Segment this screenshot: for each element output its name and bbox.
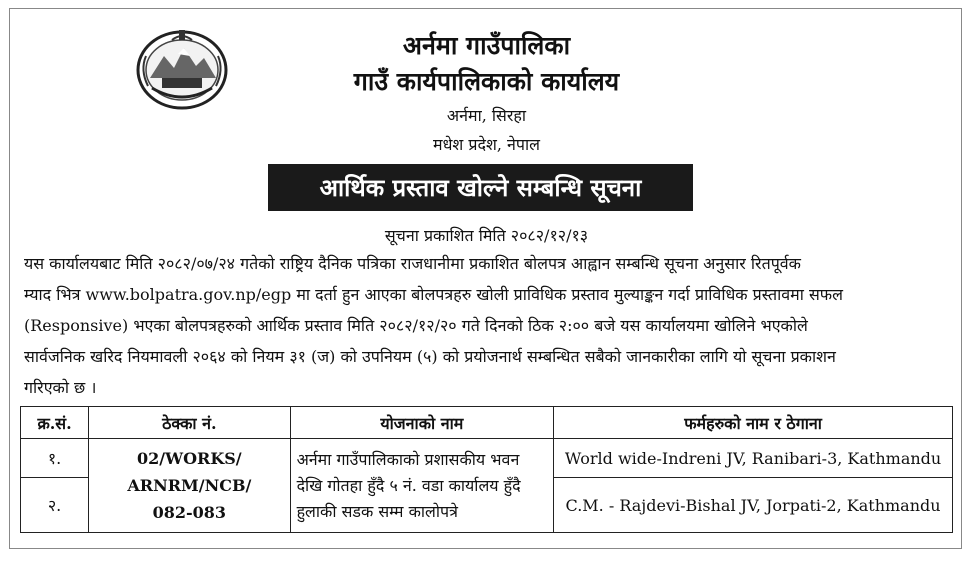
project-cell [290,439,554,533]
notice-body-line: यस कार्यालयबाट मिति २०८२/०७/२४ गतेको राष्ट्रिय दैनिक पत्रिका राजधानीमा प्रकाशित बोलपत्र आह्वान सम्बन्धि सूचना अनुसार रितपूर्वक [24,254,801,273]
notice-body-line: (Responsive) भएका बोलपत्रहरुको आर्थिक प्रस्ताव मिति २०८२/१२/२० गते दिनको ठिक २:०० बजे यस कार्यालयमा खोलिने भएकोले [24,316,808,335]
contract-no-cell [89,439,290,533]
notice-body-line: सार्वजनिक खरिद नियमावली २०६४ को नियम ३१ (ज) को उपनियम (५) को प्रयोजनार्थ सम्बन्धित सबैको जानकारीका लागि यो सूचना प्रकाशन [24,347,836,366]
header-firm: फर्महरुको नाम र ठेगाना [554,407,953,439]
notice-body [24,248,952,403]
bid-table [20,406,953,533]
header-sn: क्र.सं. [21,407,89,439]
contract-no-line: 02/WORKS/ [137,449,242,468]
row-firm: C.M. - Rajdevi-Bishal JV, Jorpati-2, Kathmandu [554,478,953,533]
header-contract-no: ठेक्का नं. [89,407,290,439]
contract-no-line: 082-083 [152,503,227,522]
published-date: सूचना प्रकाशित मिति २०८२/१२/१३ [384,226,589,245]
table-row [21,439,953,478]
address-line-2: मधेश प्रदेश, नेपाल [433,135,540,154]
project-line: अर्नमा गाउँपालिकाको प्रशासकीय भवन [296,449,520,469]
row-sn: २. [21,478,89,533]
project-line: देखि गोतहा हुँदै ५ नं. वडा कार्यालय हुँदै [296,475,521,495]
notice-body-line: गरिएको छ । [24,378,97,397]
row-sn: १. [21,439,89,478]
address-line-1: अर्नमा, सिरहा [446,106,527,125]
notice-body-line: म्याद भित्र www.bolpatra.gov.np/egp मा दर्ता हुन आएका बोलपत्रहरु खोली प्राविधिक प्रस्ताव मुल्याङ्कन गर्दा प्राविधिक प्रस्तावमा सफल [24,285,843,304]
office-name: गाउँ कार्यपालिकाको कार्यालय [353,67,620,96]
row-firm: World wide-Indreni JV, Ranibari-3, Kathmandu [554,439,953,478]
notice-title: आर्थिक प्रस्ताव खोल्ने सम्बन्धि सूचना [268,164,693,211]
project-line: हुलाकी सडक सम्म कालोपत्रे [296,501,458,521]
org-name: अर्नमा गाउँपालिका [402,31,571,60]
header-project: योजनाको नाम [290,407,554,439]
table-header-row [21,407,953,439]
contract-no-line: ARNRM/NCB/ [127,476,252,495]
